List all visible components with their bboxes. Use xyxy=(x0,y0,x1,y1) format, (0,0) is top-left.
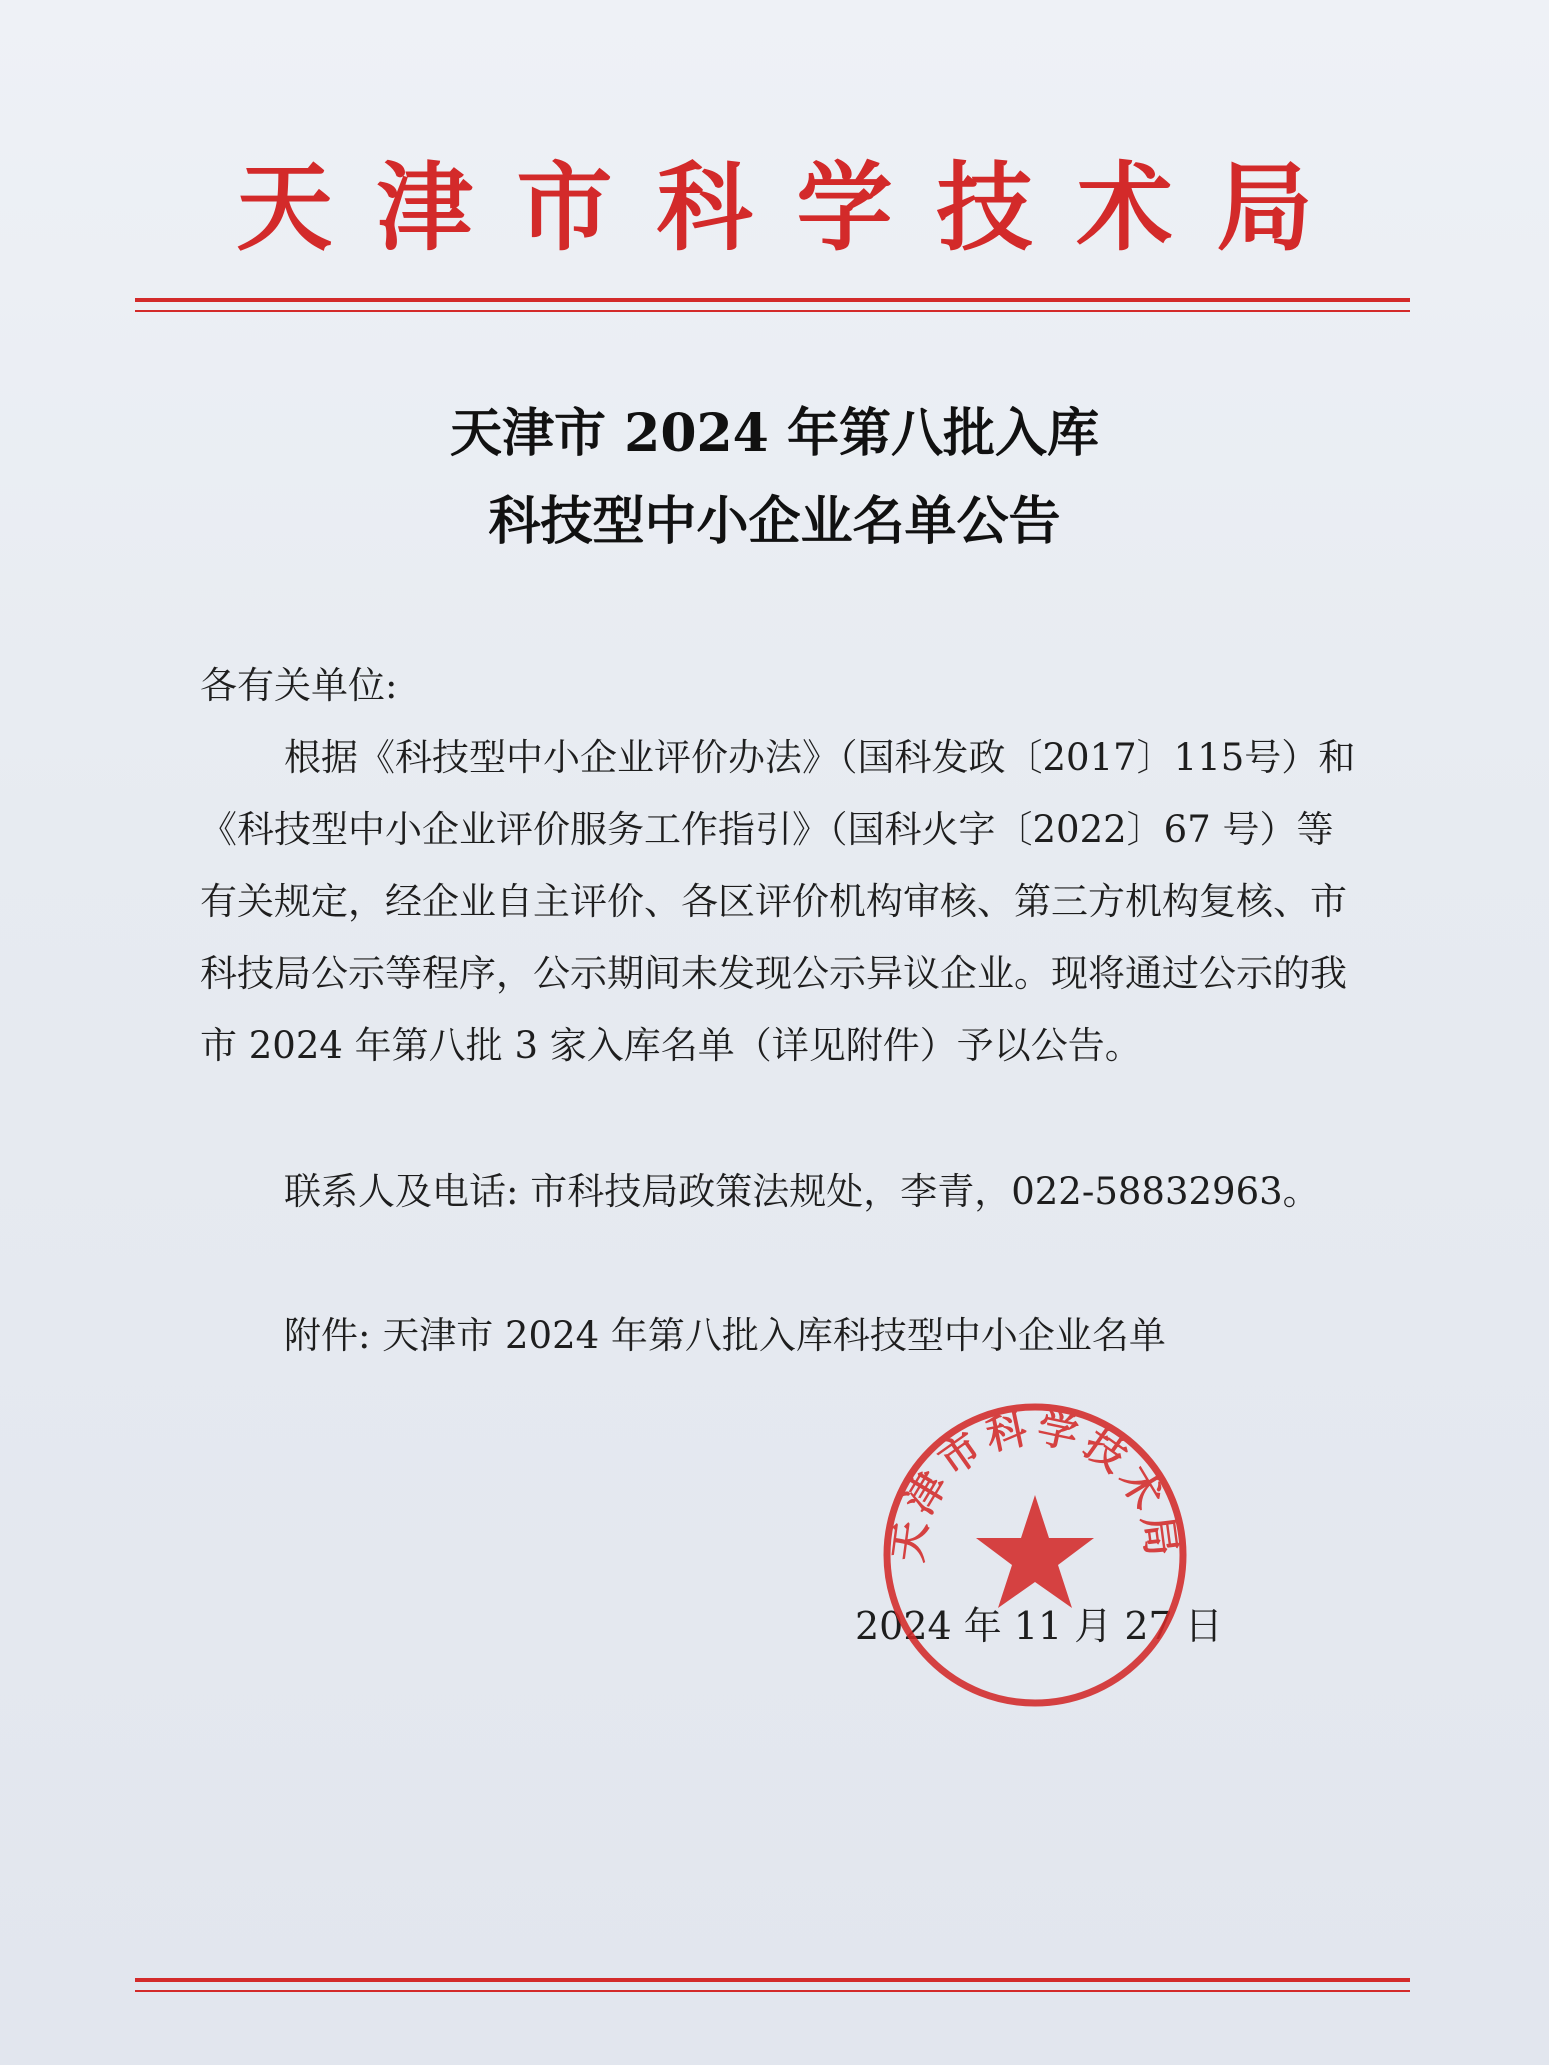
masthead-org-name: 天津市科学技术局 xyxy=(236,152,1357,264)
attachment-note: 附件: 天津市 2024 年第八批入库科技型中小企业名单 xyxy=(284,1314,1166,1357)
footer-red-line-thin xyxy=(135,1990,1410,1992)
svg-text:天津市科学技术局: 天津市科学技术局 xyxy=(885,1405,1185,1565)
document-title-line1: 天津市 2024 年第八批入库 xyxy=(450,403,1099,464)
body-paragraph: 根据《科技型中小企业评价办法》（国科发政〔2017〕115号）和《科技型中小企业评价服务工作指引》（国科火字〔2022〕67 号）等有关规定，经企业自主评价、各区评价机构审核、第三方机构复核、市科技局公示等程序，公示期间未发现公示异议企业。现将通过公示的我市 2024 年第八批 3 家入库名单（详见附件）予以公告。 xyxy=(200,736,1356,1067)
official-seal-icon xyxy=(880,1400,1190,1710)
issue-date: 2024 年 11 月 27 日 xyxy=(855,1604,1223,1648)
footer-red-line xyxy=(135,1978,1410,1982)
header-red-line-thin xyxy=(135,310,1410,312)
header-red-line xyxy=(135,298,1410,302)
contact-info: 联系人及电话: 市科技局政策法规处，李青，022-58832963。 xyxy=(284,1170,1320,1213)
document-title-line2: 科技型中小企业名单公告 xyxy=(488,491,1061,552)
salutation: 各有关单位: xyxy=(200,664,398,707)
